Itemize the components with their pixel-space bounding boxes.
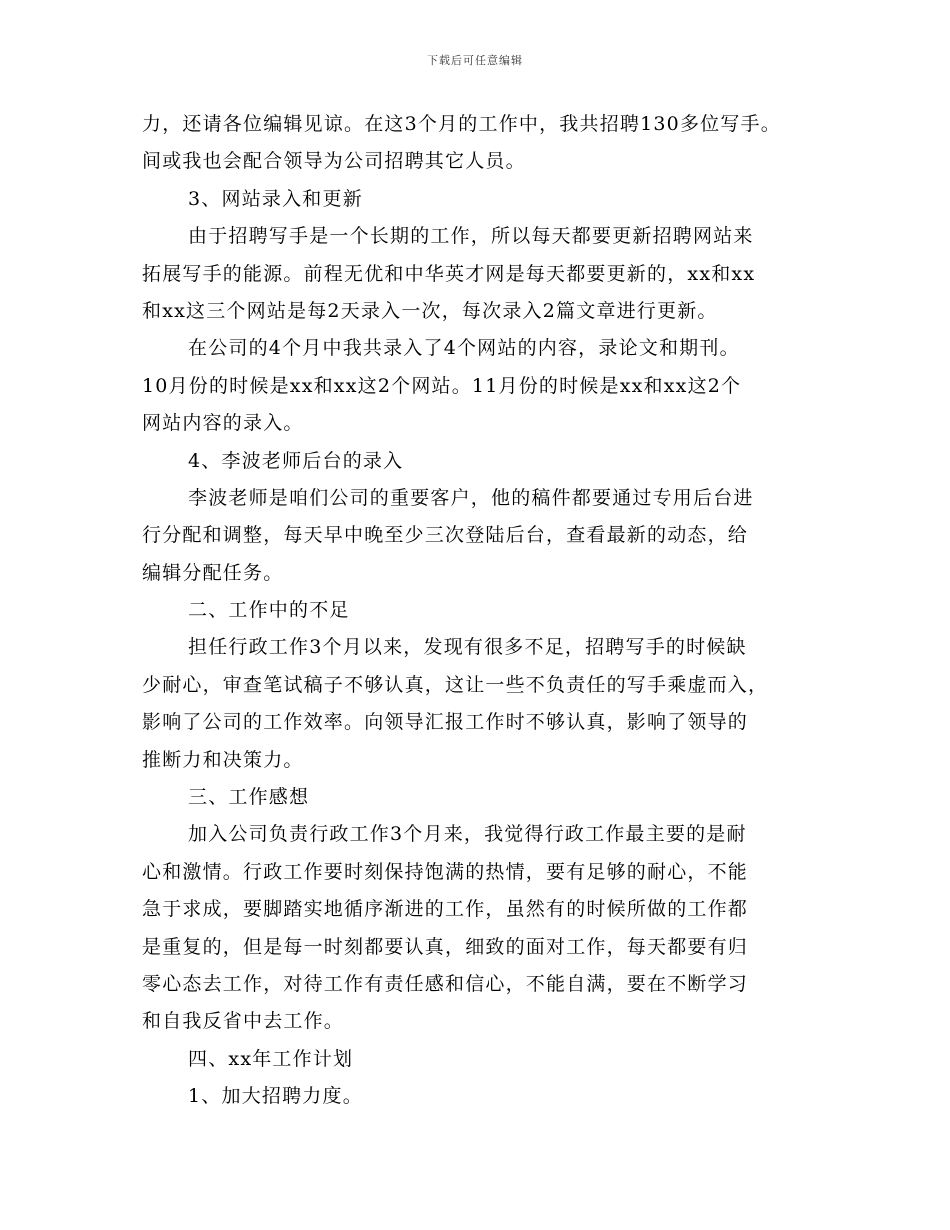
document-body — [142, 106, 842, 1116]
section-heading: 四、xx年工作计划 — [188, 1047, 354, 1070]
section-heading: 4、李波老师后台的录入 — [188, 449, 404, 472]
paragraph-line: 和xx这三个网站是每2天录入一次，每次录入2篇文章进行更新。 — [142, 299, 718, 322]
paragraph-line: 行分配和调整，每天早中晚至少三次登陆后台，查看最新的动态，给 — [142, 524, 749, 547]
section-heading: 三、工作感想 — [188, 786, 310, 809]
section-heading: 1、加大招聘力度。 — [188, 1085, 363, 1108]
paragraph-line: 推断力和决策力。 — [142, 748, 304, 771]
paragraph-line: 心和激情。行政工作要时刻保持饱满的热情，要有足够的耐心，不能 — [142, 860, 749, 883]
paragraph-line: 网站内容的录入。 — [142, 412, 304, 435]
paragraph-line: 由于招聘写手是一个长期的工作，所以每天都要更新招聘网站来 — [188, 225, 754, 248]
paragraph-line: 在公司的4个月中我共录入了4个网站的内容，录论文和期刊。 — [188, 337, 740, 360]
section-heading: 二、工作中的不足 — [188, 599, 350, 622]
paragraph-line: 担任行政工作3个月以来，发现有很多不足，招聘写手的时候缺 — [188, 636, 747, 659]
paragraph-line: 是重复的，但是每一时刻都要认真，细致的面对工作，每天都要有归 — [142, 935, 749, 958]
paragraph-line: 拓展写手的能源。前程无优和中华英才网是每天都要更新的，xx和xx — [142, 262, 756, 285]
paragraph-line: 零心态去工作，对待工作有责任感和信心，不能自满，要在不断学习 — [142, 972, 749, 995]
paragraph-line: 间或我也会配合领导为公司招聘其它人员。 — [142, 150, 526, 173]
section-heading: 3、网站录入和更新 — [188, 187, 363, 210]
paragraph-line: 10月份的时候是xx和xx这2个网站。11月份的时候是xx和xx这2个 — [142, 374, 742, 397]
page-header: 下载后可任意编辑 — [427, 54, 523, 67]
paragraph-line: 加入公司负责行政工作3个月来，我觉得行政工作最主要的是耐 — [188, 823, 747, 846]
paragraph-line: 李波老师是咱们公司的重要客户，他的稿件都要通过专用后台进 — [188, 486, 754, 509]
paragraph-line: 影响了公司的工作效率。向领导汇报工作时不够认真，影响了领导的 — [142, 711, 749, 734]
paragraph-line: 力，还请各位编辑见谅。在这3个月的工作中，我共招聘130多位写手。 — [142, 113, 781, 135]
paragraph-line: 急于求成，要脚踏实地循序渐进的工作，虽然有的时候所做的工作都 — [142, 898, 749, 921]
paragraph-line: 少耐心，审查笔试稿子不够认真，这让一些不负责任的写手乘虚而入， — [142, 673, 769, 696]
paragraph-line: 和自我反省中去工作。 — [142, 1010, 345, 1033]
paragraph-line: 编辑分配任务。 — [142, 561, 284, 584]
